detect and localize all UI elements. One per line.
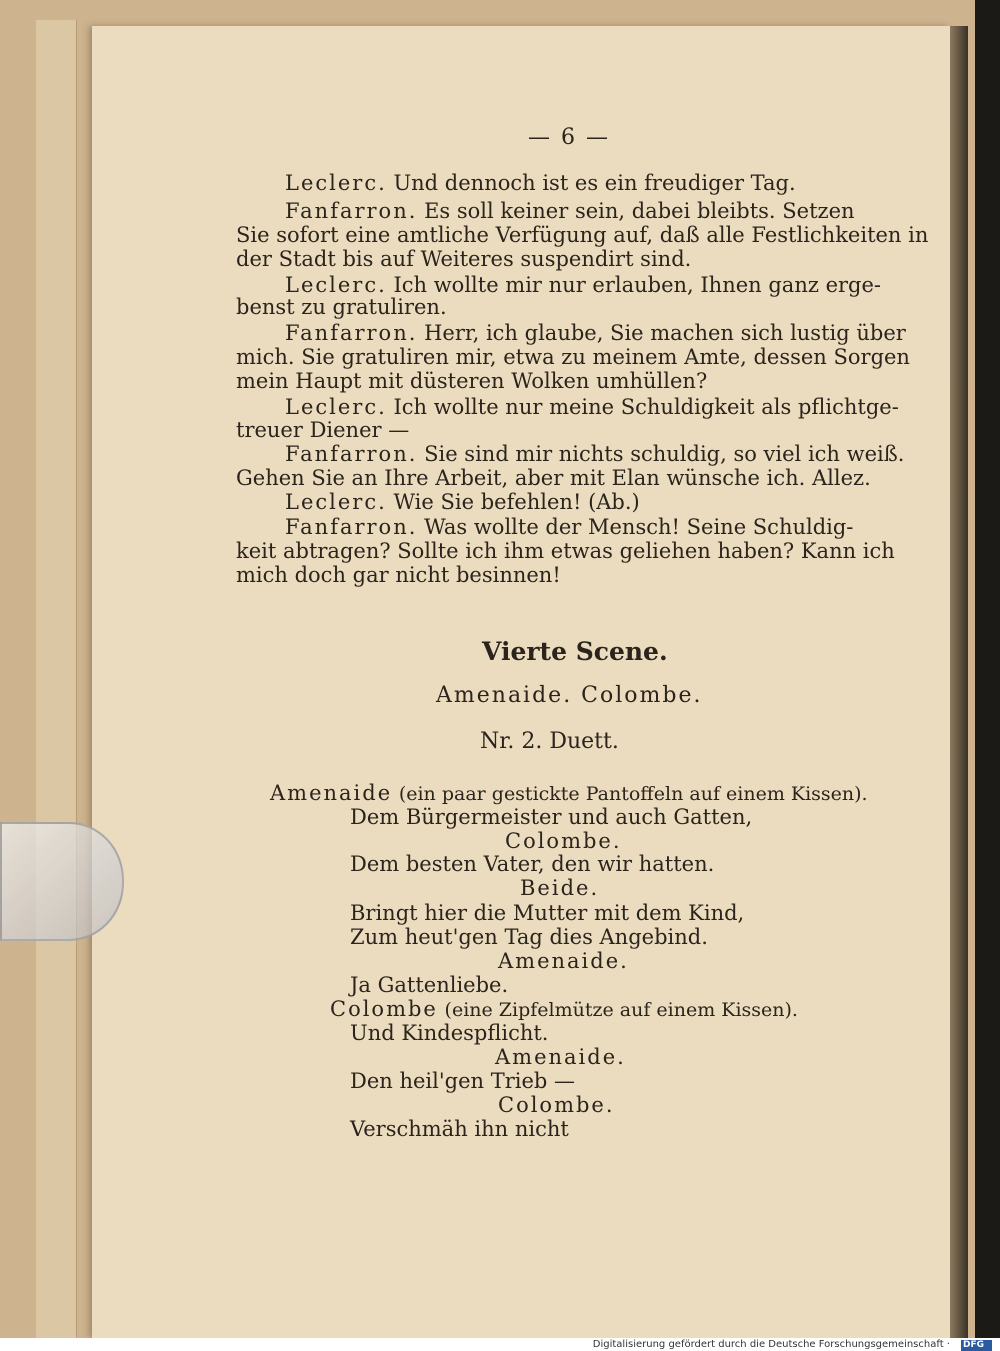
- text-line: treuer Diener —: [236, 418, 410, 442]
- text-line: Leclerc. Und dennoch ist es ein freudiger Tag.: [285, 171, 796, 195]
- text-line: Fanfarron. Es soll keiner sein, dabei bleibts. Setzen: [285, 199, 855, 223]
- page-number: — 6 —: [528, 125, 610, 150]
- duet-speaker: Amenaide.: [495, 1045, 626, 1069]
- number-title: Nr. 2. Duett.: [480, 729, 619, 754]
- text-line: Fanfarron. Sie sind mir nichts schuldig, so viel ich weiß.: [285, 442, 905, 466]
- dfg-logo: DFG: [961, 1340, 992, 1351]
- text-line: benst zu gratuliren.: [236, 295, 447, 319]
- duet-line: Dem besten Vater, den wir hatten.: [350, 852, 715, 876]
- text-line: Leclerc. Ich wollte nur meine Schuldigkeit als pflichtge-: [285, 395, 899, 419]
- duet-line: Ja Gattenliebe.: [350, 973, 509, 997]
- footer-bar: [0, 1338, 1000, 1351]
- text-line: Fanfarron. Herr, ich glaube, Sie machen sich lustig über: [285, 321, 906, 345]
- duet-line: Colombe (eine Zipfelmütze auf einem Kissen).: [330, 997, 798, 1021]
- duet-speaker: Amenaide.: [498, 949, 629, 973]
- scene-characters: Amenaide. Colombe.: [436, 683, 703, 708]
- duet-line: Dem Bürgermeister und auch Gatten,: [350, 805, 753, 829]
- duet-line: Zum heut'gen Tag dies Angebind.: [350, 925, 708, 949]
- duet-speaker: Beide.: [520, 876, 600, 900]
- scene-title: Vierte Scene.: [482, 637, 668, 666]
- text-line: der Stadt bis auf Weiteres suspendirt sind.: [236, 247, 692, 271]
- text-line: Gehen Sie an Ihre Arbeit, aber mit Elan wünsche ich. Allez.: [236, 466, 871, 490]
- duet-speaker: Colombe.: [505, 829, 622, 853]
- text-line: Leclerc. Ich wollte mir nur erlauben, Ihnen ganz erge-: [285, 273, 882, 297]
- text-line: keit abtragen? Sollte ich ihm etwas geliehen haben? Kann ich: [236, 539, 895, 563]
- text-line: Leclerc. Wie Sie befehlen! (Ab.): [285, 490, 640, 514]
- duet-line: Verschmäh ihn nicht: [350, 1117, 569, 1141]
- text-line: Sie sofort eine amtliche Verfügung auf, daß alle Festlichkeiten in: [236, 223, 929, 247]
- footer-text: Digitalisierung gefördert durch die Deutsche Forschungsgemeinschaft ·: [592, 1339, 950, 1350]
- text-line: Fanfarron. Was wollte der Mensch! Seine Schuldig-: [285, 515, 854, 539]
- text-line: mein Haupt mit düsteren Wolken umhüllen?: [236, 369, 708, 393]
- duet-speaker: Colombe.: [498, 1093, 615, 1117]
- duet-line: Bringt hier die Mutter mit dem Kind,: [350, 901, 745, 925]
- duet-line: Den heil'gen Trieb —: [350, 1069, 576, 1093]
- text-line: mich doch gar nicht besinnen!: [236, 563, 561, 587]
- text-line: mich. Sie gratuliren mir, etwa zu meinem Amte, dessen Sorgen: [236, 345, 910, 369]
- duet-line: Amenaide (ein paar gestickte Pantoffeln auf einem Kissen).: [270, 781, 868, 805]
- duet-line: Und Kindespflicht.: [350, 1021, 549, 1045]
